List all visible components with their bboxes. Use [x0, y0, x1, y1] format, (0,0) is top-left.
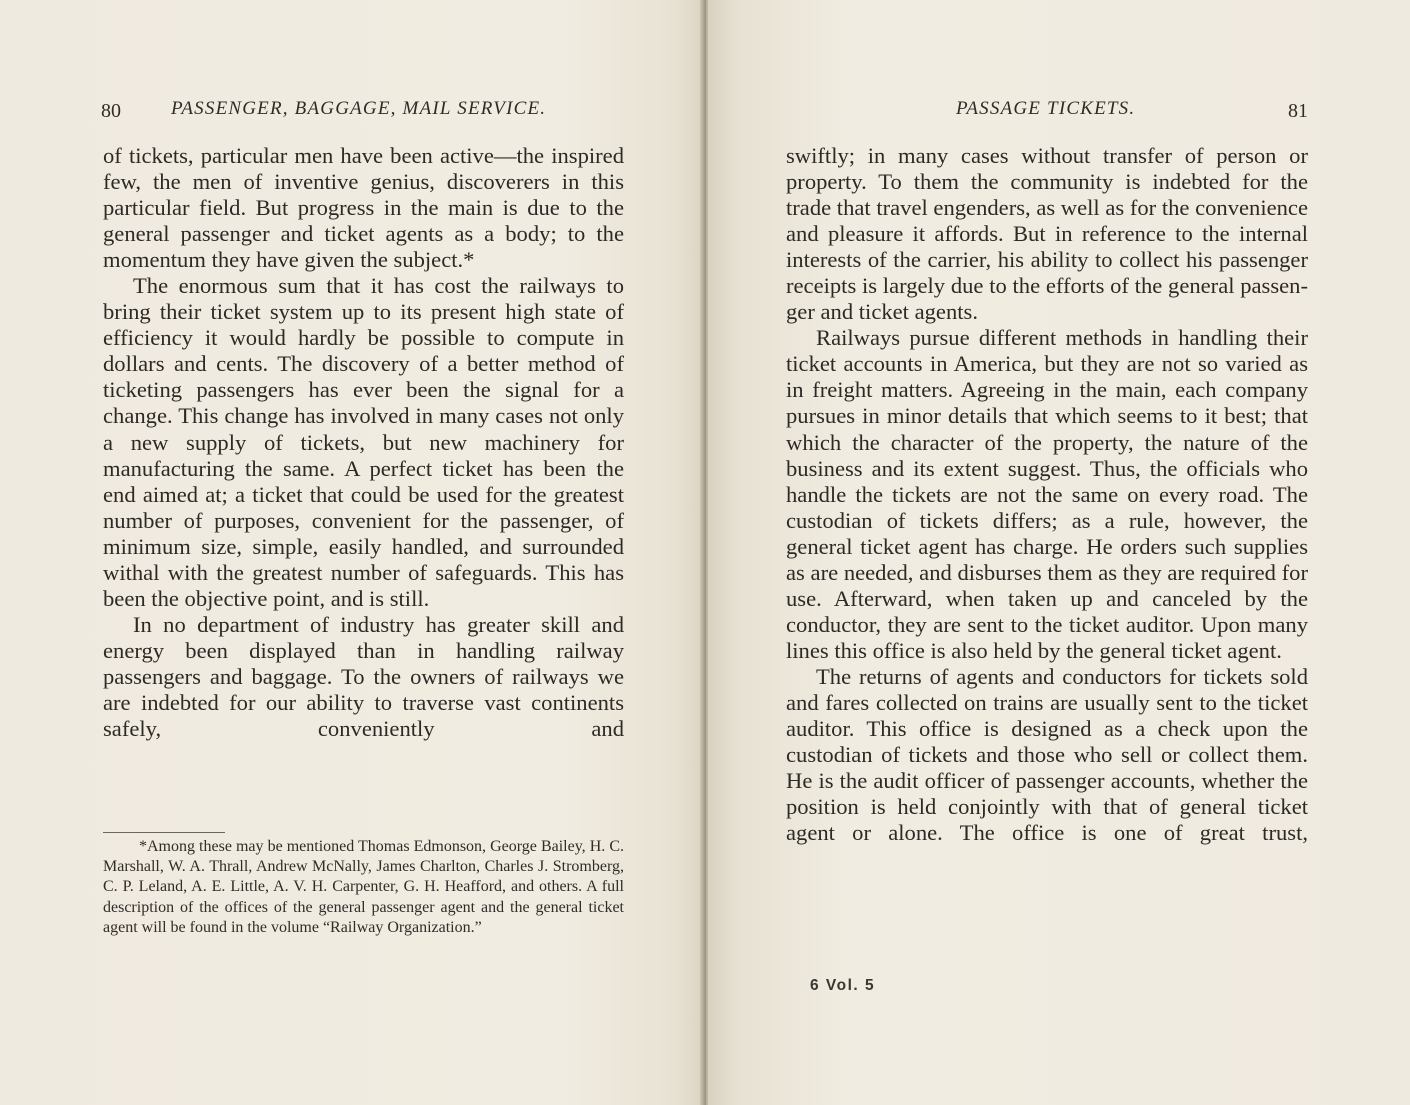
- footnote-rule: [103, 832, 225, 833]
- page-number: 81: [1288, 100, 1308, 122]
- signature-mark: 6 Vol. 5: [810, 977, 876, 994]
- paragraph: of tickets, particular men have been active—the inspired few, the men of inventive genius, discoverers in this particular field. But progress in the main is due to the general passenger and ticket agents as a body; to the momentum they have given the subject.*: [103, 143, 624, 273]
- left-page: [0, 0, 702, 1105]
- right-page: [708, 0, 1410, 1105]
- paragraph: Railways pursue different methods in handling their ticket accounts in America, but they are not so varied as in freight matters. Agreeing in the main, each company pursues in minor details that which seems to it best; that which the character of the property, the nature of the business and its extent suggest. Thus, the officials who handle the tickets are not the same on every road. The custodian of tickets differs; as a rule, however, the general ticket agent has charge. He orders such supplies as are needed, and disburses them as they are required for use. Afterward, when taken up and canceled by the conductor, they are sent to the ticket auditor. Upon many lines this office is also held by the general ticket agent.: [786, 325, 1308, 663]
- paragraph: The returns of agents and conductors for tickets sold and fares collected on trains are usually sent to the ticket auditor. This office is designed as a check upon the custodian of tickets and those who sell or collect them. He is the audit officer of passenger accounts, whether the position is held conjointly with that of general ticket agent or alone. The office is one of great trust,: [786, 663, 1308, 846]
- right-body: [786, 143, 1308, 846]
- paragraph: swiftly; in many cases without transfer of person or property. To them the community is indebted for the trade that travel engenders, as well as for the convenience and pleasure it affords. But in reference to the internal interests of the carrier, his ability to collect his passenger receipts is largely due to the efforts of the general passenger and ticket agents.: [786, 143, 1308, 325]
- paragraph: In no department of industry has greater skill and energy been displayed than in handling railway passengers and baggage. To the owners of railways we are indebted for our ability to traverse vast continents safely, conveniently and: [103, 611, 624, 742]
- running-head: PASSENGER, BAGGAGE, MAIL SERVICE.: [171, 98, 547, 119]
- running-head: PASSAGE TICKETS.: [956, 98, 1136, 119]
- footnote: *Among these may be mentioned Thomas Edmonson, George Bailey, H. C. Marshall, W. A. Thrall, Andrew McNally, James Charlton, Charles J. Stromberg, C. P. Leland, A. E. Little, A. V. H. Carpenter, G. H. Heafford, and others. A full description of the offices of the general passenger agent and the general ticket agent will be found in the volume “Railway Organization.”: [103, 838, 624, 936]
- page-number: 80: [101, 100, 121, 122]
- left-body: [103, 143, 624, 742]
- paragraph: The enormous sum that it has cost the railways to bring their ticket system up to its present high state of efficiency it would hardly be possible to compute in dollars and cents. The discovery of a better method of ticketing passengers has ever been the signal for a change. This change has involved in many cases not only a new supply of tickets, but new machinery for manufacturing the same. A perfect ticket has been the end aimed at; a ticket that could be used for the greatest number of purposes, convenient for the passenger, of minimum size, simple, easily handled, and surrounded withal with the greatest number of safeguards. This has been the objective point, and is still.: [103, 273, 624, 611]
